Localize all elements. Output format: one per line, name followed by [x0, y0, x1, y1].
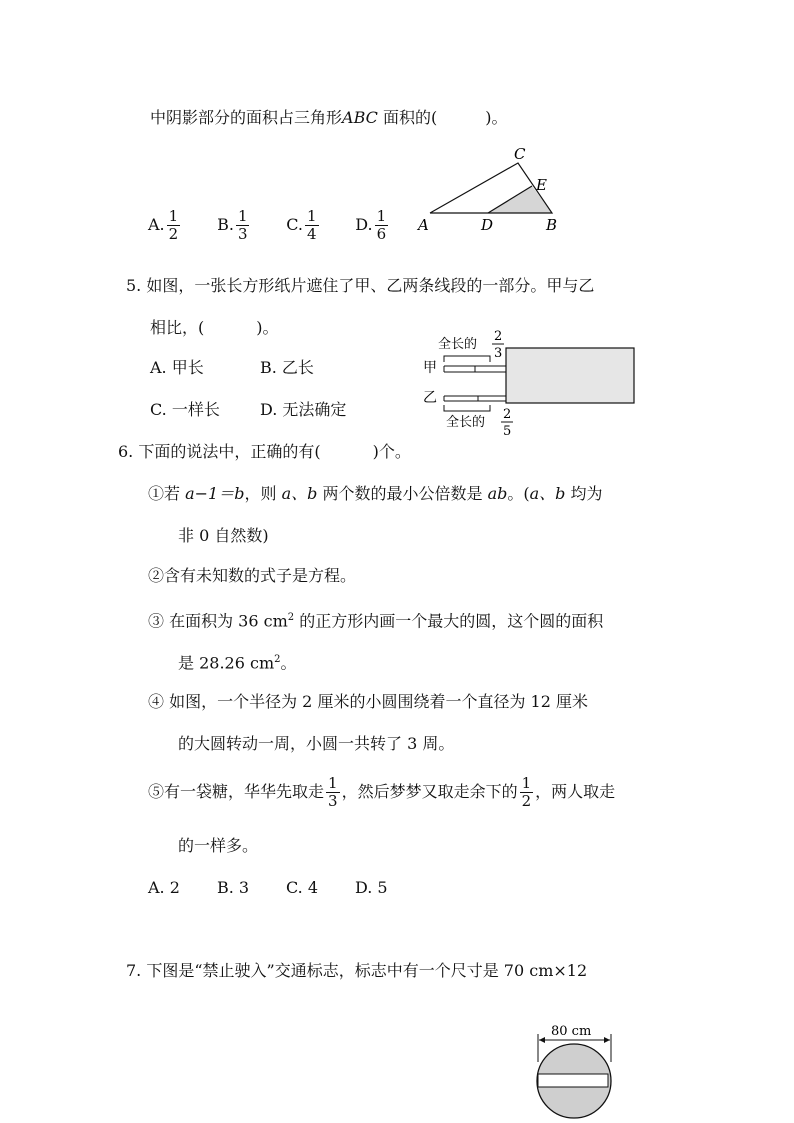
q5-label-yi: 乙 [423, 390, 437, 406]
q4-stem-text2: 面积的( [377, 108, 438, 127]
q4-option-b-letter: B. [217, 215, 234, 234]
fraction-denominator: 4 [306, 225, 317, 243]
q6-option-a[interactable]: A. 2 [148, 878, 180, 897]
q5-option-a[interactable]: A. 甲长 [150, 358, 204, 377]
s1-product: ab [487, 484, 508, 503]
q4-label-d: D [481, 216, 494, 234]
q7-dimension-arrow-left [539, 1037, 545, 1043]
s1-text-d: 。( [507, 484, 530, 503]
s1-text-c: 两个数的最小公倍数是 [322, 484, 483, 503]
q6-statement-4-line2: 的大圆转动一周，小圆一共转了 3 周。 [178, 734, 455, 753]
fraction-numerator: 1 [168, 207, 179, 225]
q5-option-c[interactable]: C. 一样长 [150, 400, 220, 419]
q6-statement-5-line2: 的一样多。 [178, 836, 259, 855]
q6-stem-end: )个。 [372, 442, 411, 461]
q5-stem-line2-text: 相比，( [150, 318, 205, 337]
fraction-numerator: 1 [237, 207, 248, 225]
q5-top-frac-num: 2 [494, 329, 503, 344]
fraction-denominator: 6 [376, 225, 387, 243]
s1-variables-2: a、b [529, 484, 566, 503]
fraction-denominator: 2 [168, 225, 179, 243]
q6-option-c[interactable]: C. 4 [286, 878, 319, 897]
s5-text-a: ⑤有一袋糖，华华先取走 [148, 782, 325, 801]
q6-option-d[interactable]: D. 5 [355, 878, 388, 897]
q5-option-d[interactable]: D. 无法确定 [260, 400, 347, 419]
q4-label-e: E [536, 176, 547, 194]
q5-top-frac-den: 3 [494, 346, 503, 361]
q7-dimension-arrow-right [604, 1037, 610, 1043]
q7-dimension-label: 80 cm [551, 1024, 592, 1039]
q6-statement-4-line1: ④ 如图，一个半径为 2 厘米的小圆围绕着一个直径为 12 厘米 [148, 692, 588, 711]
s3-text-a: ③ 在面积为 36 cm [148, 611, 288, 631]
s3-line2-superscript: 2 [274, 654, 281, 665]
s1-variables: a、b [281, 484, 318, 503]
q5-bottom-frac-den: 5 [503, 424, 512, 439]
s1-text-b: ，则 [244, 484, 277, 503]
q7-sign-bar [538, 1074, 608, 1087]
q4-stem-text: 中阴影部分的面积占三角形 [150, 108, 343, 127]
fraction-denominator: 3 [328, 792, 338, 810]
fraction-denominator: 3 [237, 225, 248, 243]
q4-option-d-letter: D. [355, 215, 373, 234]
fraction-denominator: 2 [521, 792, 532, 810]
q5-bottom-caption: 全长的 [446, 415, 486, 430]
s1-text-a: ①若 [148, 484, 181, 503]
q4-option-c-letter: C. [286, 215, 303, 234]
s3-line2-end: 。 [280, 653, 297, 673]
q4-stem-abc: ABC [342, 108, 378, 127]
s3-line2-text: 是 28.26 cm [178, 653, 275, 673]
q5-stem-line2-end: )。 [256, 318, 279, 337]
q5-label-jia: 甲 [423, 360, 437, 376]
q5-bottom-frac-num: 2 [503, 407, 512, 422]
q4-label-a: A [418, 216, 429, 234]
q4-stem-end: )。 [485, 108, 508, 127]
q6-stem-text: 6. 下面的说法中，正确的有( [118, 442, 321, 461]
fraction-numerator: 1 [306, 207, 317, 225]
s3-text-b: 的正方形内画一个最大的圆，这个圆的面积 [294, 611, 604, 631]
s3-superscript: 2 [287, 612, 295, 623]
fraction-numerator: 1 [328, 774, 338, 792]
q5-top-caption: 全长的 [438, 337, 478, 352]
q7-stem-line1: 7. 下图是“禁止驶入”交通标志，标志中有一个尺寸是 70 cm×12 [126, 961, 588, 980]
q4-option-a-letter: A. [148, 215, 165, 234]
q4-label-b: B [546, 216, 558, 234]
q6-option-b[interactable]: B. 3 [217, 878, 250, 897]
q5-option-b[interactable]: B. 乙长 [260, 358, 314, 377]
q5-stem-line1: 5. 如图，一张长方形纸片遮住了甲、乙两条线段的一部分。甲与乙 [126, 276, 595, 295]
fraction-numerator: 1 [376, 207, 387, 225]
s5-text-c: ，两人取走 [535, 782, 616, 801]
s1-expression: a−1＝b [185, 484, 245, 503]
fraction-numerator: 1 [521, 774, 532, 792]
s5-text-b: ，然后梦梦又取走余下的 [341, 782, 518, 801]
s1-text-e: 均为 [570, 484, 603, 503]
q6-statement-1-line2: 非 0 自然数) [178, 526, 269, 545]
q4-label-c: C [514, 145, 526, 163]
q6-statement-2: ②含有未知数的式子是方程。 [148, 566, 357, 585]
